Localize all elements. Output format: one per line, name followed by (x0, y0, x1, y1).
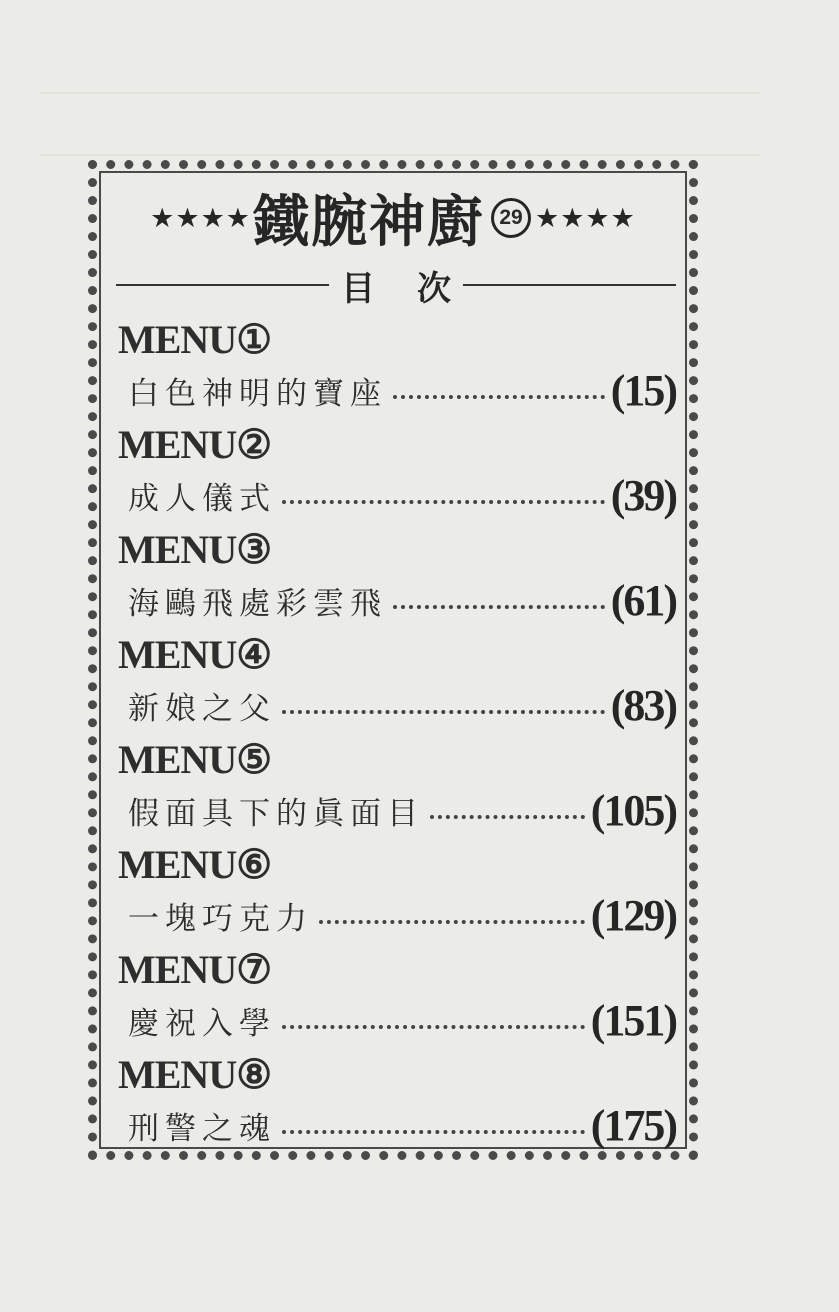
book-title: 鐵腕神廚 (253, 189, 485, 255)
toc-entry (116, 734, 676, 839)
dot-leader (282, 1025, 585, 1029)
menu-label: MENU④ (118, 632, 272, 677)
toc-heading-row (116, 262, 676, 308)
chapter-title: 海鷗飛處彩雲飛 (128, 585, 387, 622)
toc-heading: 目次 (341, 268, 493, 309)
page-number: (61) (610, 575, 676, 625)
chapter-title: 一塊巧克力 (128, 900, 313, 937)
stars-left: ★★★★ (150, 202, 251, 234)
dot-leader (282, 710, 605, 714)
heading-rule-left (116, 284, 329, 286)
toc-item-row[interactable] (116, 364, 676, 416)
toc-entry (116, 419, 676, 524)
dot-leader (393, 605, 605, 609)
toc-item-row[interactable] (116, 784, 676, 836)
dot-leader (430, 815, 585, 819)
heading-rule-right (463, 284, 676, 286)
page-number: (83) (610, 680, 676, 730)
menu-label: MENU⑥ (118, 842, 272, 887)
title-row (100, 186, 686, 255)
menu-label: MENU② (118, 422, 272, 467)
page-number: (129) (590, 890, 676, 940)
chapter-title: 成人儀式 (128, 480, 276, 517)
bleed-through-shadow (40, 92, 760, 156)
toc-item-row[interactable] (116, 889, 676, 941)
toc-item-row[interactable] (116, 469, 676, 521)
toc-entry (116, 629, 676, 734)
toc-item-row[interactable] (116, 574, 676, 626)
chapter-title: 新娘之父 (128, 690, 276, 727)
menu-label: MENU⑧ (118, 1052, 272, 1097)
volume-badge: 29 (491, 198, 531, 238)
toc-entry (116, 524, 676, 629)
toc-item-row[interactable] (116, 1099, 676, 1151)
dot-leader (282, 500, 605, 504)
toc-item-row[interactable] (116, 994, 676, 1046)
stars-right: ★★★★ (535, 202, 636, 234)
chapter-title: 假面具下的眞面目 (128, 795, 424, 832)
chapter-title: 慶祝入學 (128, 1005, 276, 1042)
menu-label: MENU① (118, 317, 272, 362)
chapter-title: 刑警之魂 (128, 1110, 276, 1147)
toc-item-row[interactable] (116, 679, 676, 731)
toc-entry (116, 1049, 676, 1154)
page-number: (151) (590, 995, 676, 1045)
page-number: (105) (590, 785, 676, 835)
page-number: (39) (610, 470, 676, 520)
menu-label: MENU⑤ (118, 737, 272, 782)
toc-entry (116, 314, 676, 419)
chapter-title: 白色神明的寶座 (128, 375, 387, 412)
dot-leader (319, 920, 585, 924)
page-number: (15) (610, 365, 676, 415)
dot-leader (393, 395, 605, 399)
table-of-contents (116, 314, 676, 1154)
menu-label: MENU⑦ (118, 947, 272, 992)
menu-label: MENU③ (118, 527, 272, 572)
toc-entry (116, 839, 676, 944)
dot-leader (282, 1130, 585, 1134)
page-number: (175) (590, 1100, 676, 1150)
toc-entry (116, 944, 676, 1049)
